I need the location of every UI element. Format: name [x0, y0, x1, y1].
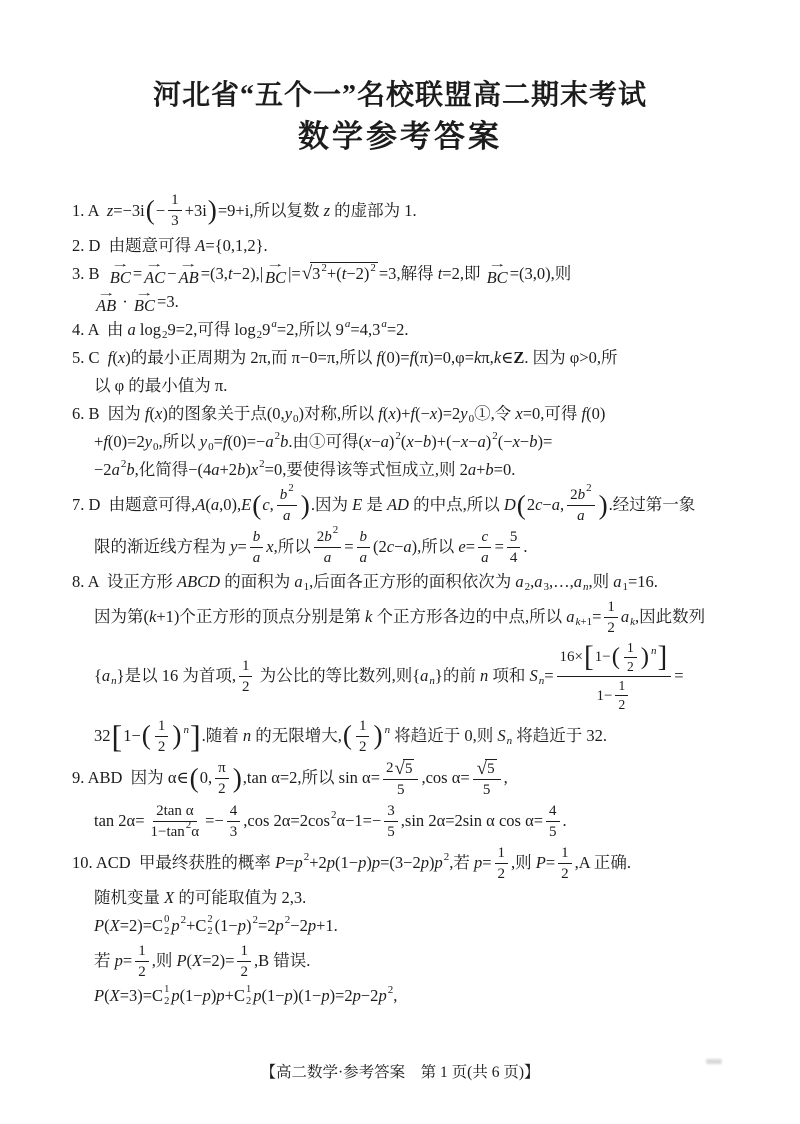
exam-title: 河北省“五个一”名校联盟高二期末考试: [152, 80, 647, 111]
answer-line: {a n } 是以 16 为首项, $\frac{1}{2}$ 为公比的等比数列,则 {a n } 的前 n 项和 S n = 16× [ 1− ( $\frac{1}{2}$ ) n ] 1− $\frac{1}{2}$ =: [94, 639, 684, 713]
answers-subtitle: 数学参考答案: [298, 119, 502, 155]
answer-line: −2a 2 b ,化简得 −(4a+2b)x 2 =0 ,要使得该等式恒成立,则 2a+b=0.: [94, 457, 516, 480]
answer-line: 9. ABD 因为 α∈ ( 0, $\frac{\pi}{2}$ ) ,tan α=2 ,所以 sin α= 2 √ 5 5 ,cos α= √ 5 5 ,: [72, 757, 508, 798]
scan-artifact: [706, 1059, 722, 1064]
answer-line: 4. A 由 a log 2 9=2 ,可得 log 2 9 a =2 ,所以 9 a =4,3 a =2.: [72, 317, 409, 341]
answer-line: 7. D 由题意可得, A(a,0),E ( c, b 2 a ) . 因为 E 是 AD 的中点,所以 D ( 2c−a, 2b 2 a ) . 经过第一象: [72, 482, 696, 524]
answer-line: 因为第 (k+1) 个正方形的顶点分别是第 k 个正方形各边的中点,所以 a k+1 = $\frac{1}{2}$ a k ,因此数列: [94, 598, 706, 636]
answer-line: 2. D 由题意可得 A={0,1,2}.: [72, 235, 268, 255]
answer-line: 10. ACD 甲最终获胜的概率 P=p 2 +2p(1−p)p=(3−2p)p 2 ,若 p= $\frac{1}{2}$ ,则 P= $\frac{1}{2}$ ,A 正确.: [72, 844, 632, 882]
answer-line: P(X=2)=C 0 2 p 2 +C 2 2 (1−p) 2 =2p 2 −2p+1.: [94, 913, 338, 937]
answer-line: +f(0)=2y 0 ,所以 y 0 =f(0)=−a 2 b. 由①可得 (x−a) 2 (x−b)+(−x−a) 2 (−x−b)=: [94, 429, 553, 453]
answer-line: tan 2α= 2tan α 1−tan 2 α =− $\frac{4}{3}$ ,cos 2α=2cos 2 α−1=− $\frac{3}{5}$ ,sin 2α=2sin α cos α= $\frac{4}{5}$ .: [94, 802, 567, 840]
answer-line: 5. C f(x) 的最小正周期为 2π ,而 π−0=π ,所以 f(0)=f(π)=0,φ=kπ,k∈Z. 因为 φ>0 ,所: [72, 348, 618, 368]
answer-line: 以 φ 的最小值为 π.: [94, 376, 228, 396]
answers-content: [72, 191, 752, 1008]
answer-line: 32 [ 1− ( $\frac{1}{2}$ ) n ] . 随着 n 的无限增大, ( $\frac{1}{2}$ ) n 将趋近于 0,则 S n 将趋近于 32.: [94, 717, 607, 755]
answer-line: 6. B 因为 f(x) 的图象关于点 (0,y 0 ) 对称,所以 f(x)+f(−x)=2y 0 ①,令 x=0 ,可得 f(0): [72, 404, 606, 425]
answer-line: 3. B → BC = → AC − → AB =(3,t−2),| → BC |= √ 3 2 +(t−2) 2 =3 ,解得 t=2 ,即 → BC =(3,0) ,则: [72, 258, 572, 288]
title-block: [0, 0, 800, 155]
answer-line: 限的渐近线方程为 y= $\frac{b}{a}$ x ,所以 2b 2 a = $\frac{b}{a}$ (2c−a) ,所以 e= $\frac{c}{a}$ = $\frac{5}{4}$ .: [94, 524, 528, 566]
answer-line: 若 p= $\frac{1}{2}$ ,则 P(X=2)= $\frac{1}{2}$ ,B 错误.: [94, 942, 311, 980]
answer-line: 1. A z=−3i ( − $\frac{1}{3}$ +3i ) =9+i ,所以复数 z 的虚部为 1.: [72, 192, 417, 230]
page-footer: 【高二数学·参考答案 第 1 页(共 6 页)】: [260, 1064, 540, 1081]
answer-line: 8. A 设正方形 ABCD 的面积为 a 1 ,后面各正方形的面积依次为 a 2 ,a 3 ,…,a n ,则 a 1 =16.: [72, 572, 658, 593]
answer-line: → AB · → BC =3.: [96, 286, 179, 316]
answer-line: P(X=3)=C 1 2 p(1−p)p+C 1 2 p(1−p)(1−p)=2p−2p 2 ,: [94, 983, 398, 1007]
answer-line: 随机变量 X 的可能取值为 2,3.: [94, 887, 307, 907]
